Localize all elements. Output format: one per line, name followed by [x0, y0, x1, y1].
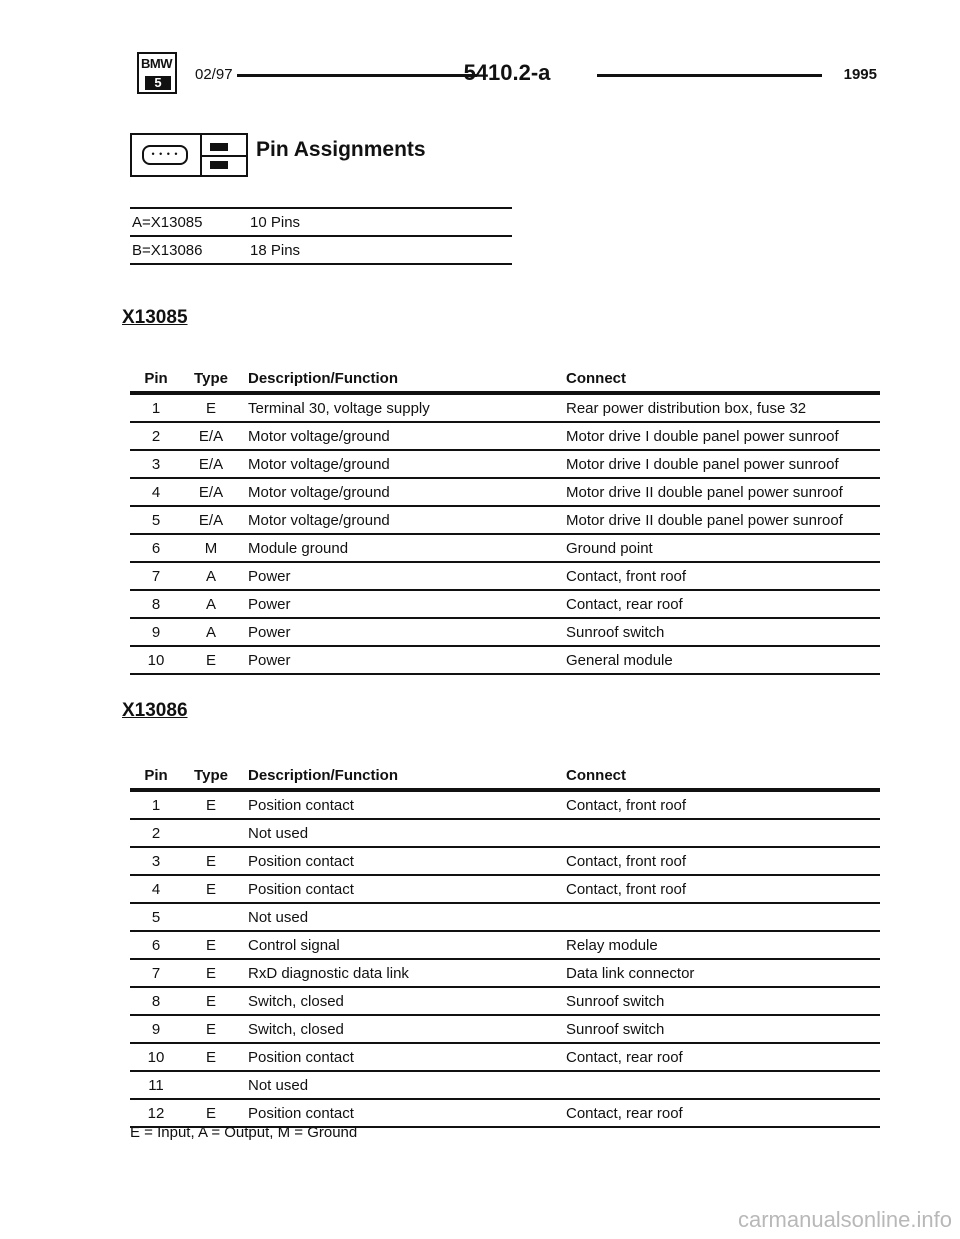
column-header-connect: Connect: [566, 767, 626, 784]
connector-pin-count: 10 Pins: [250, 214, 301, 231]
table-row: [130, 479, 880, 507]
table-row: [130, 591, 880, 619]
pin-table-x13085: [130, 365, 880, 675]
cell-desc: Switch, closed: [248, 993, 344, 1010]
cell-connect: Contact, front roof: [566, 881, 687, 898]
cell-connect: Motor drive II double panel power sunroof: [566, 512, 843, 529]
cell-connect: Contact, front roof: [566, 797, 687, 814]
column-header-desc: Description/Function: [248, 767, 398, 784]
cell-desc: Position contact: [248, 1105, 354, 1122]
header-date: 02/97: [195, 66, 233, 83]
cell-connect: Motor drive I double panel power sunroof: [566, 428, 839, 445]
cell-pin: 5: [151, 512, 161, 529]
cell-connect: Motor drive II double panel power sunroof: [566, 484, 843, 501]
cell-pin: 10: [147, 652, 165, 669]
cell-pin: 2: [151, 825, 161, 842]
table-row: [130, 619, 880, 647]
connector-plug-icon: • • • •: [142, 145, 188, 165]
cell-type: E: [205, 1049, 216, 1066]
pin-table-x13086: [130, 762, 880, 1128]
cell-type: A: [205, 596, 216, 613]
cell-desc: Position contact: [248, 1049, 354, 1066]
cell-type: E: [205, 1021, 216, 1038]
cell-desc: Not used: [248, 1077, 309, 1094]
cell-connect: General module: [566, 652, 673, 669]
cell-desc: Power: [248, 568, 291, 585]
cell-desc: Motor voltage/ground: [248, 512, 390, 529]
connector-id: B=X13086: [132, 242, 203, 259]
cell-connect: Ground point: [566, 540, 653, 557]
cell-pin: 5: [151, 909, 161, 926]
cell-type: A: [205, 624, 216, 641]
cell-connect: Contact, rear roof: [566, 1049, 683, 1066]
table-row: [130, 1044, 880, 1072]
connector-id: A=X13085: [132, 214, 203, 231]
cell-type: E: [205, 853, 216, 870]
page-title: Pin Assignments: [256, 138, 426, 161]
cell-connect: Data link connector: [566, 965, 695, 982]
header-year: 1995: [843, 66, 877, 83]
cell-type: A: [205, 568, 216, 585]
logo-series: 5: [145, 76, 171, 90]
cell-desc: Switch, closed: [248, 1021, 344, 1038]
column-header-pin: Pin: [144, 370, 168, 387]
table-row: [130, 1016, 880, 1044]
cell-type: E/A: [198, 484, 224, 501]
cell-type: M: [204, 540, 218, 557]
cell-type: E: [205, 400, 216, 417]
cell-connect: Contact, front roof: [566, 853, 687, 870]
cell-desc: Motor voltage/ground: [248, 428, 390, 445]
column-header-desc: Description/Function: [248, 370, 398, 387]
cell-desc: Not used: [248, 825, 309, 842]
table-header: [130, 365, 880, 395]
cell-desc: Power: [248, 624, 291, 641]
cell-desc: Power: [248, 652, 291, 669]
connector-pin-count: 18 Pins: [250, 242, 301, 259]
cell-type: E: [205, 965, 216, 982]
cell-pin: 7: [151, 965, 161, 982]
cell-type: E: [205, 937, 216, 954]
table-row: [130, 960, 880, 988]
table-row: [130, 988, 880, 1016]
table-header: [130, 762, 880, 792]
cell-type: E: [205, 1105, 216, 1122]
table-row: [130, 932, 880, 960]
cell-desc: Position contact: [248, 853, 354, 870]
cell-type: E/A: [198, 456, 224, 473]
cell-type: E: [205, 881, 216, 898]
cell-connect: Sunroof switch: [566, 993, 665, 1010]
cell-pin: 6: [151, 937, 161, 954]
cell-type: E: [205, 652, 216, 669]
cell-desc: Terminal 30, voltage supply: [248, 400, 430, 417]
cell-pin: 8: [151, 993, 161, 1010]
cell-connect: Contact, rear roof: [566, 596, 683, 613]
column-header-type: Type: [194, 767, 228, 784]
cell-connect: Contact, front roof: [566, 568, 687, 585]
section-heading-x13085: X13085: [122, 307, 188, 328]
cell-type: E/A: [198, 428, 224, 445]
cell-pin: 7: [151, 568, 161, 585]
header-rule-right: [597, 74, 822, 77]
cell-pin: 6: [151, 540, 161, 557]
table-row: [130, 820, 880, 848]
header-code: 5410.2-a: [463, 60, 551, 85]
connector-pinout-icon: [130, 133, 248, 177]
table-row: [130, 423, 880, 451]
cell-pin: 10: [147, 1049, 165, 1066]
table-row: [130, 507, 880, 535]
table-row: [130, 451, 880, 479]
cell-pin: 1: [151, 400, 161, 417]
cell-desc: Motor voltage/ground: [248, 456, 390, 473]
cell-pin: 8: [151, 596, 161, 613]
logo-brand: BMW: [141, 56, 172, 71]
cell-pin: 1: [151, 797, 161, 814]
cell-pin: 12: [147, 1105, 165, 1122]
cell-desc: Motor voltage/ground: [248, 484, 390, 501]
cell-pin: 11: [148, 1077, 164, 1094]
type-legend: E = Input, A = Output, M = Ground: [130, 1124, 358, 1141]
column-header-connect: Connect: [566, 370, 626, 387]
table-row: [130, 647, 880, 675]
connector-summary-row: [130, 237, 512, 265]
cell-desc: Control signal: [248, 937, 340, 954]
cell-desc: Power: [248, 596, 291, 613]
cell-pin: 4: [151, 881, 161, 898]
cell-pin: 9: [151, 1021, 161, 1038]
cell-connect: Relay module: [566, 937, 658, 954]
cell-pin: 4: [151, 484, 161, 501]
table-row: [130, 904, 880, 932]
cell-type: E: [205, 797, 216, 814]
table-row: [130, 848, 880, 876]
cell-desc: Not used: [248, 909, 309, 926]
cell-connect: Sunroof switch: [566, 624, 665, 641]
cell-pin: 2: [151, 428, 161, 445]
cell-connect: Motor drive I double panel power sunroof: [566, 456, 839, 473]
table-row: [130, 563, 880, 591]
cell-connect: Rear power distribution box, fuse 32: [566, 400, 807, 417]
cell-connect: Sunroof switch: [566, 1021, 665, 1038]
cell-desc: Module ground: [248, 540, 349, 557]
page-header: [137, 52, 877, 96]
table-row: [130, 792, 880, 820]
cell-connect: Contact, rear roof: [566, 1105, 683, 1122]
cell-type: E/A: [198, 512, 224, 529]
watermark: carmanualsonline.info: [737, 1207, 952, 1232]
cell-desc: Position contact: [248, 797, 354, 814]
column-header-type: Type: [194, 370, 228, 387]
connector-summary-row: [130, 209, 512, 237]
cell-pin: 3: [151, 456, 161, 473]
cell-pin: 9: [151, 624, 161, 641]
cell-desc: Position contact: [248, 881, 354, 898]
connector-summary: [130, 207, 512, 265]
column-header-pin: Pin: [144, 767, 168, 784]
cell-desc: RxD diagnostic data link: [248, 965, 409, 982]
cell-pin: 3: [151, 853, 161, 870]
table-row: [130, 535, 880, 563]
cell-type: E: [205, 993, 216, 1010]
section-heading-x13086: X13086: [122, 700, 188, 721]
table-row: [130, 876, 880, 904]
table-row: [130, 395, 880, 423]
table-row: [130, 1072, 880, 1100]
